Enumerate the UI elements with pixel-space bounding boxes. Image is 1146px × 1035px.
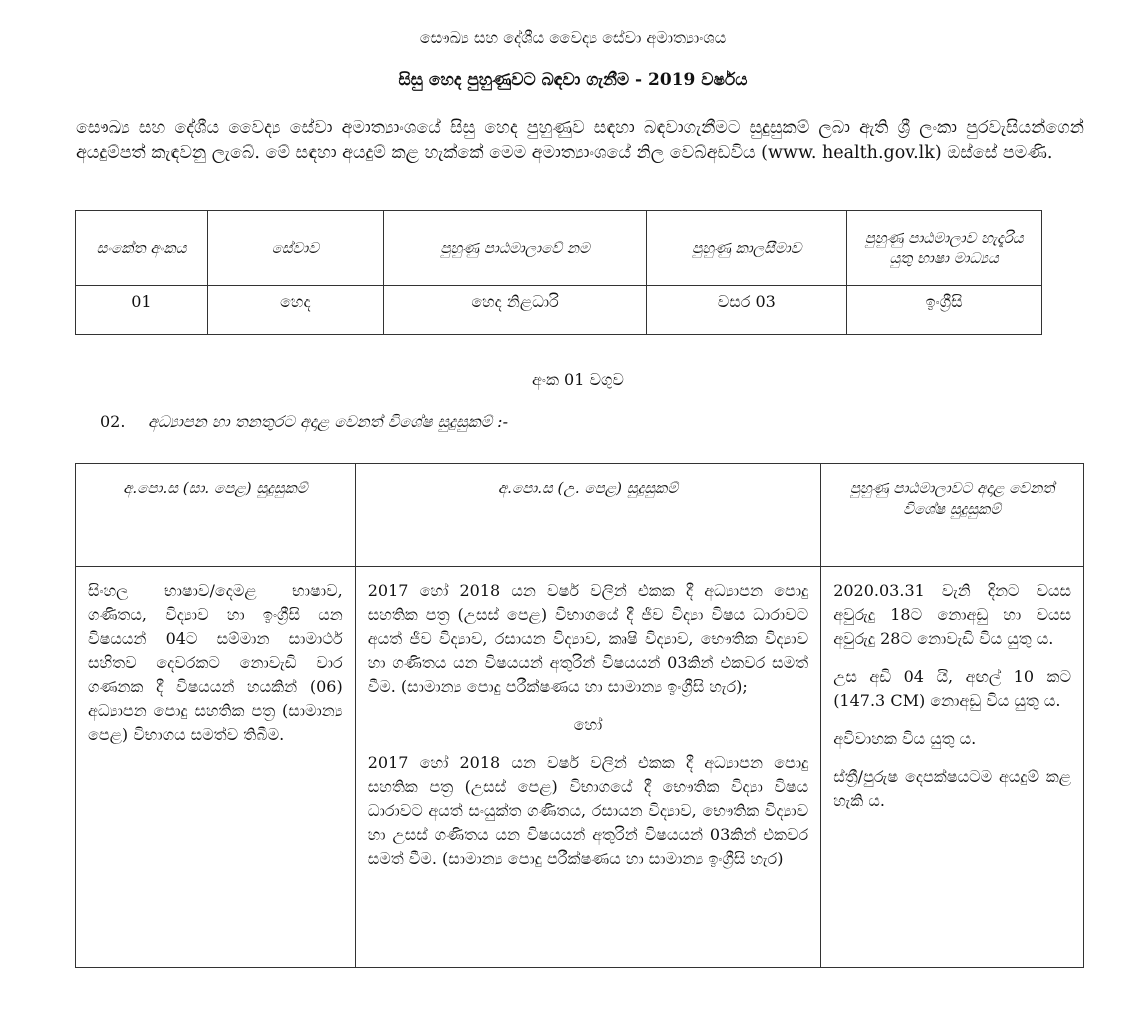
al-option-bio: 2017 හෝ 2018 යන වර්ෂ වලින් එකක දී අධ්‍යාපන පොදු සහතික පත්‍ර (උසස් පෙළ) විභාගයේ දී ජීව විද්‍යා විෂය ධාරාවට අයත් ජීව විද්‍යාව, රසායන විද්‍යාව, කෘෂි විද්‍යාව, භෞතික විද්‍යාව හා ගණිතය යන විෂයයන් අතුරින් විෂයයන් 03කින් එකවර සමත් වීම. (සාමාන්‍ය පොදු පරීක්ෂණය හා සාමාන්‍ය ඉංග්‍රීසි හැර); xyxy=(367,581,809,696)
table-caption: අංක 01 වගුව xyxy=(532,370,624,389)
table-row xyxy=(76,286,1042,335)
course-table xyxy=(75,210,1042,335)
header-duration: පුහුණු කාලසීමාව xyxy=(647,211,847,286)
ministry-heading: සෞඛ්‍ය සහ දේශීය වෛද්‍ය සේවා අමාත්‍යාංශය xyxy=(419,28,727,47)
cell-service: හෙද xyxy=(207,286,383,335)
al-or: හෝ xyxy=(573,715,603,734)
cell-course-name: හෙද නිළධාරි xyxy=(383,286,647,335)
page-title: සිසු හෙද පුහුණුවට බඳවා ගැනීම - 2019 වර්ෂය xyxy=(398,70,748,90)
table-row xyxy=(76,567,1084,968)
cell-other xyxy=(821,567,1084,968)
section-heading xyxy=(100,412,508,432)
qual-header-row xyxy=(76,464,1084,567)
ol-requirements: සිංහල භාෂාව/දෙමළ භාෂාව, ගණිතය, විද්‍යාව හා ඉංග්‍රීසි යන විෂයයන් 04ට සම්මාන සාමාර්ථ සහිතව දෙවරකට නොවැඩි වාර ගණනක දී විෂයයන් හයකින් (06) අධ්‍යාපන පොදු සහතික පත්‍ර (සාමාන්‍ය පෙළ) විභාගය සමත්ව තිබීම. xyxy=(88,581,343,744)
other-gender: ස්ත්‍රී/පුරුෂ දෙපක්ෂයටම අයදුම් කළ හැකි ය. xyxy=(833,767,1071,810)
cell-code: 01 xyxy=(76,286,208,335)
header-other: පුහුණු පාඨමාලාවට අදාළ වෙනත් විශේෂ සුදුසුකම් xyxy=(821,464,1084,567)
cell-duration: වසර 03 xyxy=(647,286,847,335)
cell-al xyxy=(355,567,820,968)
intro-paragraph: සෞඛ්‍ය සහ දේශීය වෛද්‍ය සේවා අමාත්‍යාංශයේ සිසු හෙද පුහුණුව සඳහා බඳවාගැනීමට සුදුසුකම් ලබා ඇති ශ්‍රී ලංකා පුරවැසියන්ගෙන් අයදුම්පත් කැඳවනු ලැබේ. මේ සඳහා අයදුම් කළ හැක්කේ මෙම අමාත්‍යාංශයේ නිල වෙබ්අඩවිය (www. health.gov.lk) ඔස්සේ පමණි. xyxy=(76,118,1084,163)
header-medium: පුහුණු පාඨමාලාව හැදෑරිය යුතු භාෂා මාධ්‍යය xyxy=(847,211,1042,286)
other-age: 2020.03.31 වැනි දිනට වයස අවුරුදු 18ට නොඅඩු හා වයස අවුරුදු 28ට නොවැඩි විය යුතු ය. xyxy=(833,581,1071,648)
header-service: සේවාව xyxy=(207,211,383,286)
other-marital: අවිවාහක විය යුතු ය. xyxy=(833,729,977,748)
cell-medium: ඉංග්‍රීසි xyxy=(847,286,1042,335)
header-code: සංකේත අංකය xyxy=(76,211,208,286)
header-course-name: පුහුණු පාඨමාලාවේ නම xyxy=(383,211,647,286)
other-height: උස අඩි 04 යි, අඟල් 10 කට (147.3 CM) නොඅඩු විය යුතු ය. xyxy=(833,667,1071,710)
qualifications-table xyxy=(75,463,1084,968)
header-al: අ.පො.ස (උ. පෙළ) සුදුසුකම් xyxy=(355,464,820,567)
section-text: අධ්‍යාපන හා තනතුරට අදාළ වෙනත් විශේෂ සුදුසුකම් :- xyxy=(148,412,508,431)
header-ol: අ.පො.ස (සා. පෙළ) සුදුසුකම් xyxy=(76,464,356,567)
al-option-physical: 2017 හෝ 2018 යන වර්ෂ වලින් එකක දී අධ්‍යාපන පොදු සහතික පත්‍ර (උසස් පෙළ) විභාගයේ දී භෞතික විද්‍යා විෂය ධාරාවට අයත් සංයුක්ත ගණිතය, රසායන විද්‍යාව, භෞතික විද්‍යාව හා උසස් ගණිතය යන විෂයයන් අතුරින් විෂයයන් 03කින් එකවර සමත් වීම. (සාමාන්‍ය පොදු පරීක්ෂණය හා සාමාන්‍ය ඉංග්‍රීසි හැර) xyxy=(367,753,809,868)
cell-ol xyxy=(76,567,356,968)
course-table-header-row xyxy=(76,211,1042,286)
section-number: 02. xyxy=(100,412,126,431)
